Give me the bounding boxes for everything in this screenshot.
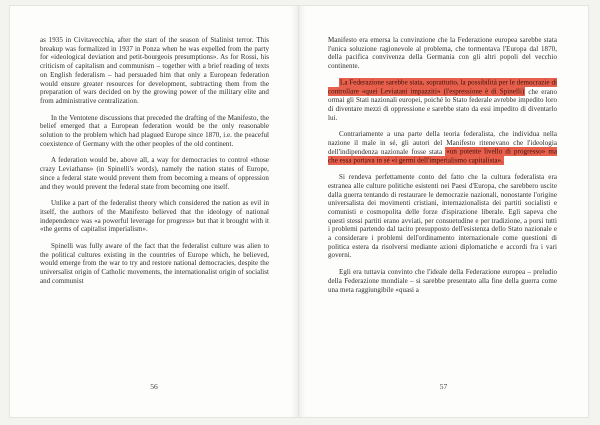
paragraph	[40, 156, 269, 191]
paragraph	[40, 36, 269, 106]
text-run: as 1935 in Civitavecchia, after the start of the season of Stalinist terror. This breakup was formalized in 1937 in Ponza when he was expelled from the party for «ideological deviation and petit-bourgeois presumptions». As for Rossi, his criticism of capitalism and communism – together with a brief reading of texts on English federalism – had persuaded him that only a European federation would ensure greater resources for development, subtracting them from the preparation of wars decided on by the growing power of the military elite and from administrative centralization.	[40, 36, 269, 105]
text-run: che erano ormai gli Stati nazionali europei, poiché lo Stato federale avrebbe impedito loro di diventare mezzi di oppressione e sarebbe stato da essi impedito di diventarlo lui.	[328, 87, 557, 122]
page-left	[9, 5, 299, 418]
paragraph	[328, 130, 557, 165]
book-spread	[9, 5, 589, 418]
page-number-left: 56	[150, 382, 158, 391]
text-run: A federation would be, above all, a way for democracies to control «those crazy Leviathans» (in Spinelli's words), namely the nation states of Europe, since a federal state would prevent them from becoming a means of oppression and they would prevent the federal state from becoming one itself.	[40, 156, 269, 191]
page-right-text	[328, 36, 557, 302]
paragraph	[328, 36, 557, 71]
text-run: Si rendeva perfettamente conto del fatto che la cultura federalista era estranea alle culture politiche esistenti nei Paesi d'Europa, che sarebbero uscite dalla guerra tentando di restaurare le democrazie nazionali, nonostante l'origine universalista dei movimenti cristiani, internazionalista dei partiti socialisti e comunisti e cosmopolita delle forze d'ispirazione liberale. Egli sapeva che questi stessi partiti erano avviati, per consuetudine e per tradizione, a porsi tutti i problemi partendo dal tacito presupposto dell'esistenza dello Stato nazionale e a considerare i problemi dell'ordinamento internazionale come questioni di politica estera da risolversi mediante azioni diplomatiche e accordi fra i vari governi.	[328, 173, 557, 260]
text-run: In the Ventotene discussions that preceded the drafting of the Manifesto, the belief emerged that a European federation would be the only reasonable solution to the problem which had plagued Europe since 1870, i.e. the peaceful coexistence of Germany with the other peoples of the old continent.	[40, 113, 269, 148]
text-run: Contrariamente a una parte della teoria federalista, che individua nella nazione il male in sé, gli autori del Manifesto ritenevano che l'ideologia dell'indipendenza nazionale fosse stata	[328, 130, 557, 156]
paragraph	[328, 79, 557, 123]
page-left-text	[40, 36, 269, 294]
text-run: Spinelli was fully aware of the fact that the federalist culture was alien to the political cultures existing in the countries of Europe which, he believed, would emerge from the war to try and restore national democracies, despite the universalist origin of Catholic movements, the internationalist origin of socialist and communist	[40, 242, 269, 285]
paragraph	[40, 199, 269, 234]
text-run: Egli era tuttavia convinto che l'ideale della Federazione europea – preludio della Federazione mondiale – si sarebbe presentato alla fine della guerra come una meta raggiungibile «quasi a	[328, 268, 557, 294]
highlighted-text: «un potente livello di progresso» ma che essa portava in sé «i germi dell'imperialismo capitalista».	[328, 147, 557, 165]
paragraph	[40, 242, 269, 286]
text-run: Manifesto era emersa la convinzione che la Federazione europea sarebbe stata l'unica soluzione ragionevole al problema, che tormentava l'Europa dal 1870, della pacifica convivenza della Germania con gli altri popoli del vecchio continente.	[328, 36, 557, 71]
page-right	[299, 5, 589, 418]
paragraph	[40, 114, 269, 149]
highlighted-text: La Federazione sarebbe stata, soprattutto, la possibilità per le democrazie di controllare «quei Leviatani impazziti» (l'espressione è di Spinelli)	[328, 78, 557, 96]
text-run: Unlike a part of the federalist theory which considered the nation as evil in itself, the authors of the Manifesto believed that the ideology of national independence was «a powerful leverage for progress» but that it brought with it «the germs of capitalist imperialism».	[40, 199, 269, 234]
page-number-right: 57	[439, 382, 448, 391]
paragraph	[328, 173, 557, 260]
paragraph	[328, 268, 557, 294]
